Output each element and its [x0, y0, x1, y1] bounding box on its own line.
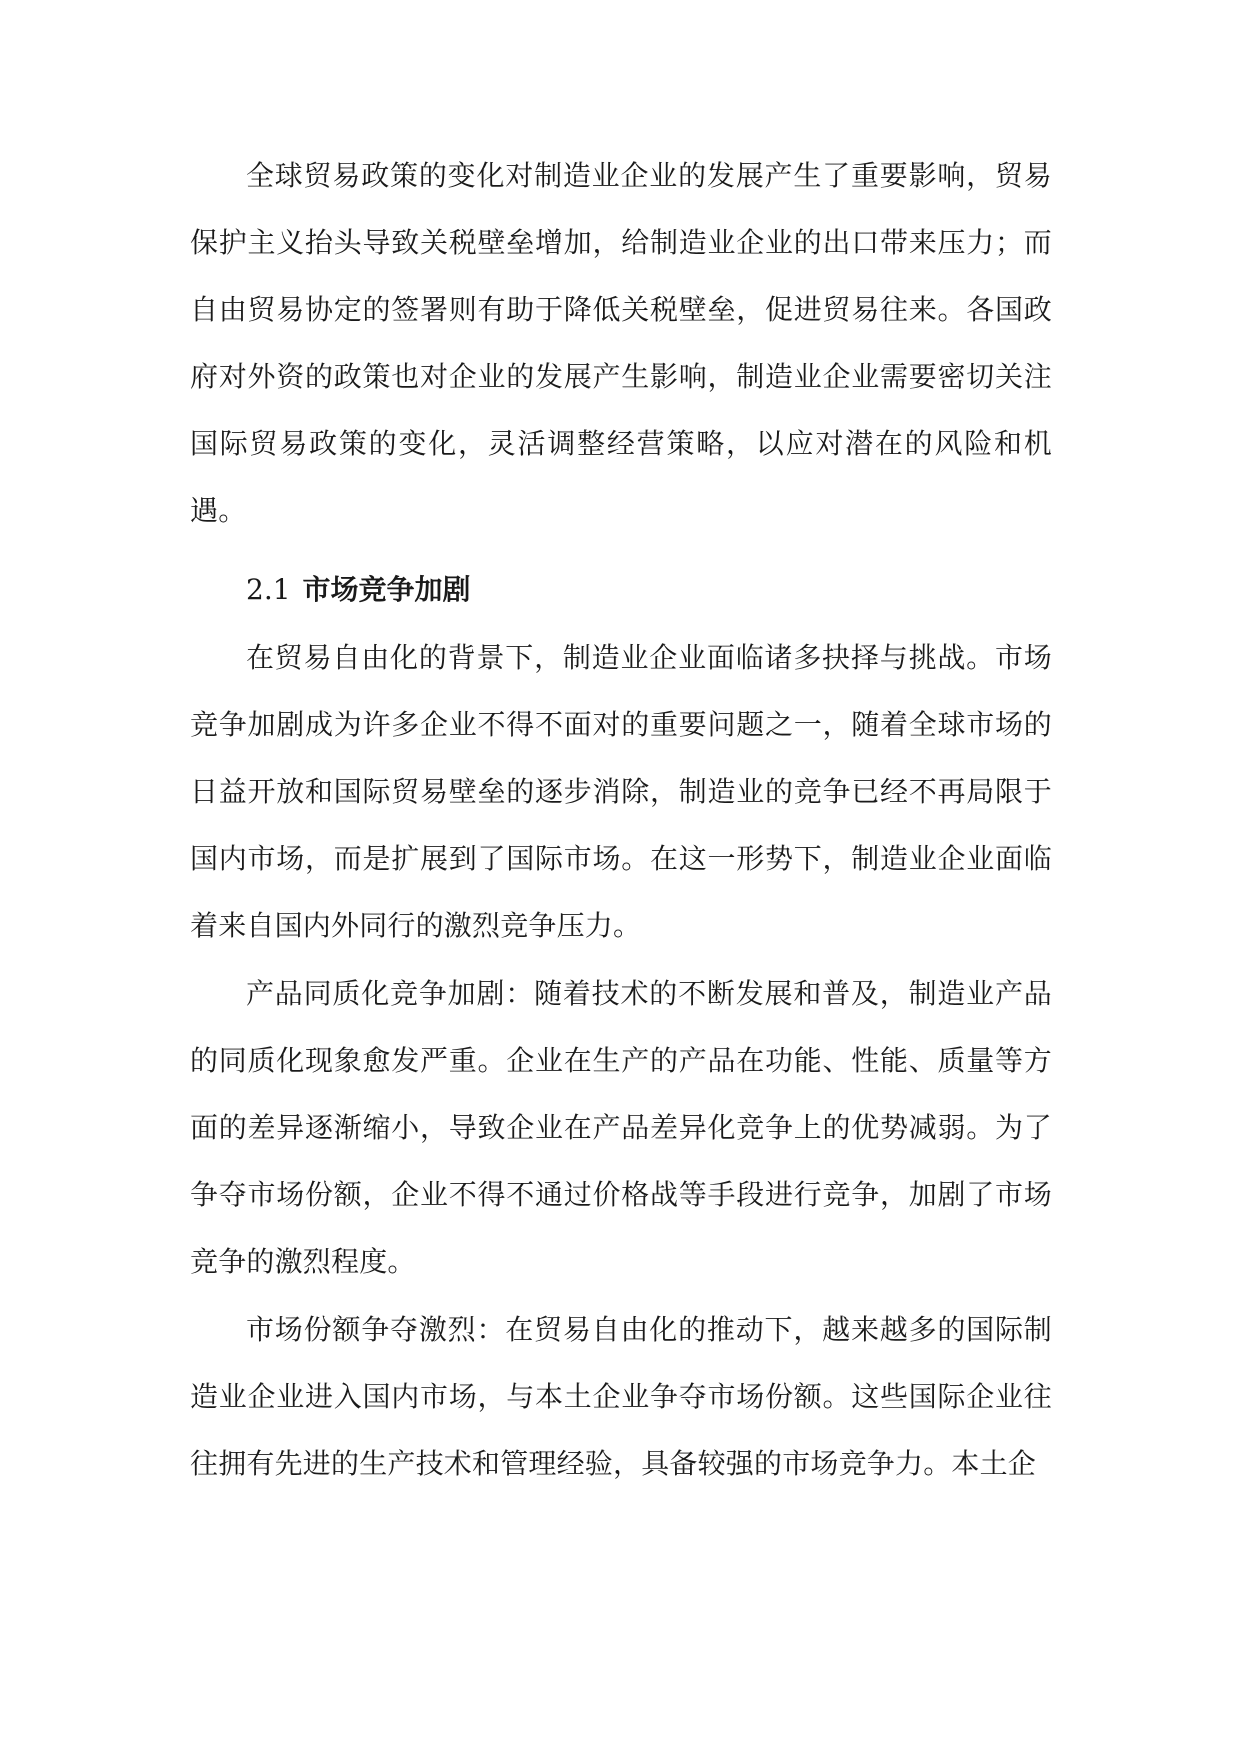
paragraph-market-share: 市场份额争夺激烈：在贸易自由化的推动下，越来越多的国际制造业企业进入国内市场，与本土企业争夺市场份额。这些国际企业往往拥有先进的生产技术和管理经验，具备较强的市场竞争力。本土企	[190, 1313, 1052, 1480]
paragraph-competition-intro: 在贸易自由化的背景下，制造业企业面临诸多抉择与挑战。市场竞争加剧成为许多企业不得不面对的重要问题之一，随着全球市场的日益开放和国际贸易壁垒的逐步消除，制造业的竞争已经不再局限于国内市场，而是扩展到了国际市场。在这一形势下，制造业企业面临着来自国内外同行的激烈竞争压力。	[190, 641, 1052, 942]
section-title: 市场竞争加剧	[302, 573, 471, 606]
paragraph-trade-policy: 全球贸易政策的变化对制造业企业的发展产生了重要影响，贸易保护主义抬头导致关税壁垒增加，给制造业企业的出口带来压力；而自由贸易协定的签署则有助于降低关税壁垒，促进贸易往来。各国政府对外资的政策也对企业的发展产生影响，制造业企业需要密切关注国际贸易政策的变化，灵活调整经营策略，以应对潜在的风险和机遇。	[190, 159, 1052, 527]
document-page	[190, 142, 1052, 1498]
section-heading	[190, 556, 1052, 623]
section-number: 2.1	[246, 573, 291, 606]
paragraph-product-homogenization: 产品同质化竞争加剧：随着技术的不断发展和普及，制造业产品的同质化现象愈发严重。企业在生产的产品在功能、性能、质量等方面的差异逐渐缩小，导致企业在产品差异化竞争上的优势减弱。为了争夺市场份额，企业不得不通过价格战等手段进行竞争，加剧了市场竞争的激烈程度。	[190, 977, 1052, 1278]
